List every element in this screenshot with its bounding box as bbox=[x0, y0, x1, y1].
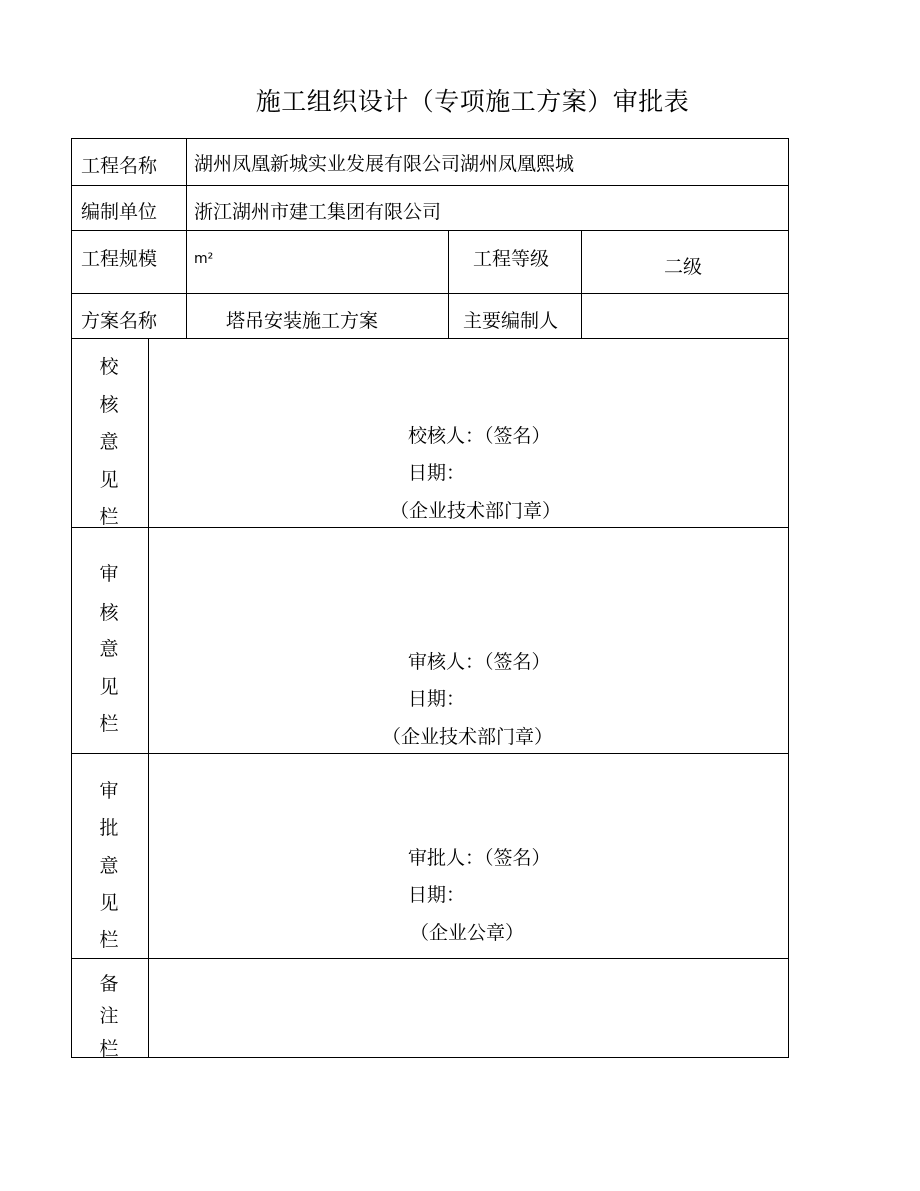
project-name-label: 工程名称 bbox=[81, 155, 158, 177]
compiler-unit-value: 浙江湖州市建工集团有限公司 bbox=[194, 201, 442, 223]
grade-label: 工程等级 bbox=[473, 248, 550, 270]
approve-seal: （企业公章） bbox=[410, 922, 525, 944]
check-section-label: 校 核 意 见 栏 bbox=[99, 356, 119, 528]
author-label: 主要编制人 bbox=[463, 310, 559, 332]
project-name-value: 湖州凤凰新城实业发展有限公司湖州凤凰熙城 bbox=[194, 153, 575, 175]
check-seal: （企业技术部门章） bbox=[390, 500, 562, 522]
approve-date: 日期： bbox=[408, 884, 466, 906]
row-divider bbox=[72, 338, 788, 339]
approve-section-label: 审 批 意 见 栏 bbox=[99, 780, 119, 951]
column-divider bbox=[148, 338, 149, 1057]
row-divider bbox=[72, 230, 788, 231]
plan-value: 塔吊安装施工方案 bbox=[226, 310, 379, 332]
review-section-label: 审 核 意 见 栏 bbox=[99, 563, 119, 735]
scale-value: m² bbox=[194, 251, 214, 267]
check-date: 日期： bbox=[408, 462, 466, 484]
row-divider bbox=[72, 185, 788, 186]
review-date: 日期： bbox=[408, 688, 466, 710]
plan-label: 方案名称 bbox=[81, 310, 158, 332]
page-title: 施工组织设计（专项施工方案）审批表 bbox=[255, 87, 690, 116]
scale-label: 工程规模 bbox=[81, 248, 158, 270]
row-divider bbox=[72, 527, 788, 528]
approve-signer: 审批人：（签名） bbox=[408, 847, 551, 869]
row-divider bbox=[72, 958, 788, 959]
remarks-section-label: 备 注 栏 bbox=[99, 973, 119, 1060]
review-seal: （企业技术部门章） bbox=[382, 726, 554, 748]
compiler-unit-label: 编制单位 bbox=[81, 201, 158, 223]
row-divider bbox=[72, 293, 788, 294]
column-divider bbox=[448, 230, 449, 338]
column-divider bbox=[186, 139, 187, 338]
check-signer: 校核人：（签名） bbox=[408, 425, 551, 447]
review-signer: 审核人：（签名） bbox=[408, 651, 551, 673]
row-divider bbox=[72, 753, 788, 754]
grade-value: 二级 bbox=[664, 256, 703, 278]
column-divider bbox=[581, 230, 582, 338]
